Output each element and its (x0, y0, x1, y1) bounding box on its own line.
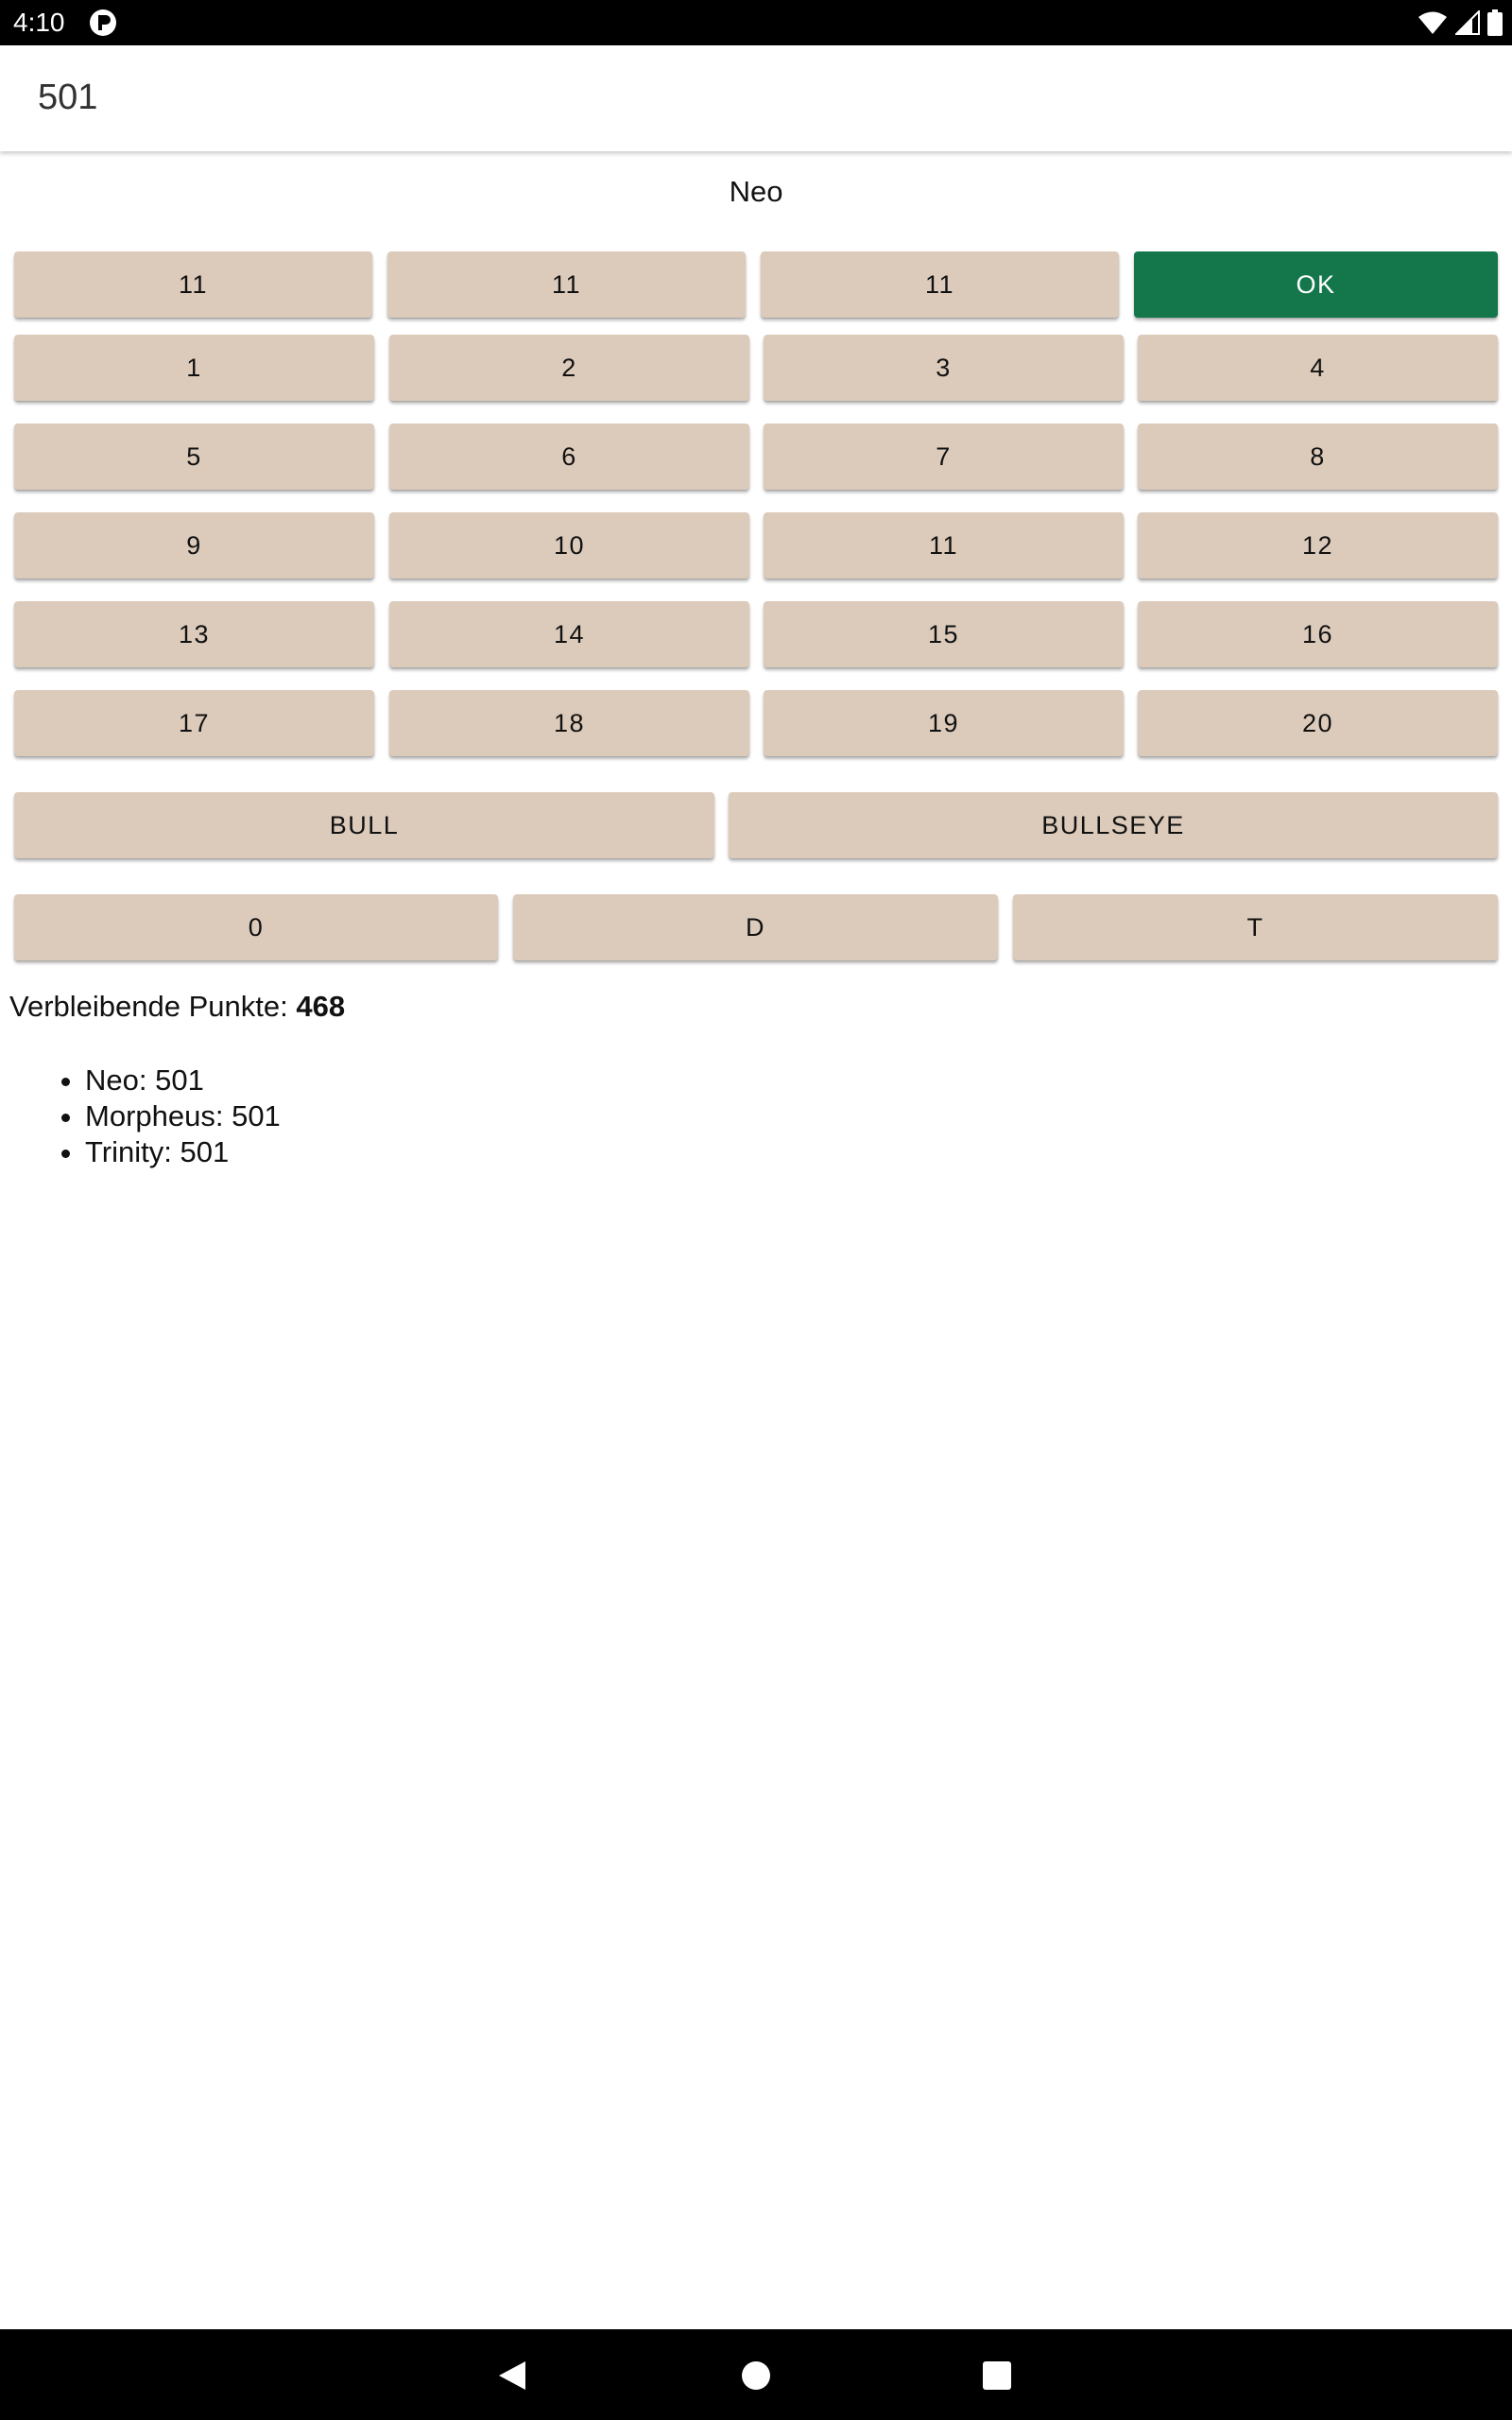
cell-signal-icon (1455, 10, 1480, 35)
number-button-20[interactable]: 20 (1138, 690, 1498, 756)
score-item-morpheus: • Morpheus: 501 (85, 1098, 281, 1134)
navigation-bar (0, 2329, 1512, 2420)
number-button-8[interactable]: 8 (1138, 424, 1498, 490)
number-button-16[interactable]: 16 (1138, 601, 1498, 667)
bullseye-button[interactable]: BULLSEYE (729, 792, 1498, 858)
status-bar (0, 0, 1512, 45)
number-button-7[interactable]: 7 (764, 424, 1124, 490)
throw-1-button[interactable]: 11 (14, 251, 372, 318)
triple-button[interactable]: T (1013, 894, 1498, 960)
score-list (9, 1063, 281, 1170)
score-item-neo: • Neo: 501 (85, 1063, 281, 1098)
battery-icon (1487, 9, 1503, 36)
current-player-name: Neo (729, 175, 783, 208)
number-button-1[interactable]: 1 (14, 335, 374, 401)
number-button-13[interactable]: 13 (14, 601, 374, 667)
number-button-5[interactable]: 5 (14, 424, 374, 490)
throw-3-button[interactable]: 11 (761, 251, 1119, 318)
recents-icon[interactable] (983, 2361, 1011, 2390)
number-button-19[interactable]: 19 (764, 690, 1124, 756)
remaining-points-label: Verbleibende Punkte: (9, 990, 297, 1023)
status-time: 4:10 (13, 8, 65, 37)
number-button-12[interactable]: 12 (1138, 512, 1498, 579)
number-button-10[interactable]: 10 (389, 512, 749, 579)
number-button-3[interactable]: 3 (764, 335, 1124, 401)
page-title: 501 (38, 78, 98, 117)
app-bar (0, 45, 1512, 151)
number-button-9[interactable]: 9 (14, 512, 374, 579)
remaining-points-value: 468 (296, 990, 346, 1023)
remaining-points (9, 987, 345, 1027)
number-button-18[interactable]: 18 (389, 690, 749, 756)
number-button-6[interactable]: 6 (389, 424, 749, 490)
number-button-2[interactable]: 2 (389, 335, 749, 401)
bull-button[interactable]: BULL (14, 792, 714, 858)
home-icon[interactable] (741, 2360, 771, 2391)
throw-2-button[interactable]: 11 (387, 251, 746, 318)
app-notification-icon (89, 9, 117, 37)
wifi-icon (1418, 10, 1448, 35)
number-button-17[interactable]: 17 (14, 690, 374, 756)
status-icons (1418, 9, 1503, 37)
zero-button[interactable]: 0 (14, 894, 498, 960)
number-button-15[interactable]: 15 (764, 601, 1124, 667)
number-button-14[interactable]: 14 (389, 601, 749, 667)
double-button[interactable]: D (513, 894, 998, 960)
number-button-4[interactable]: 4 (1138, 335, 1498, 401)
score-item-trinity: • Trinity: 501 (85, 1134, 281, 1170)
ok-button[interactable]: OK (1134, 251, 1498, 318)
number-button-11[interactable]: 11 (764, 512, 1124, 579)
back-icon[interactable] (495, 2360, 527, 2392)
